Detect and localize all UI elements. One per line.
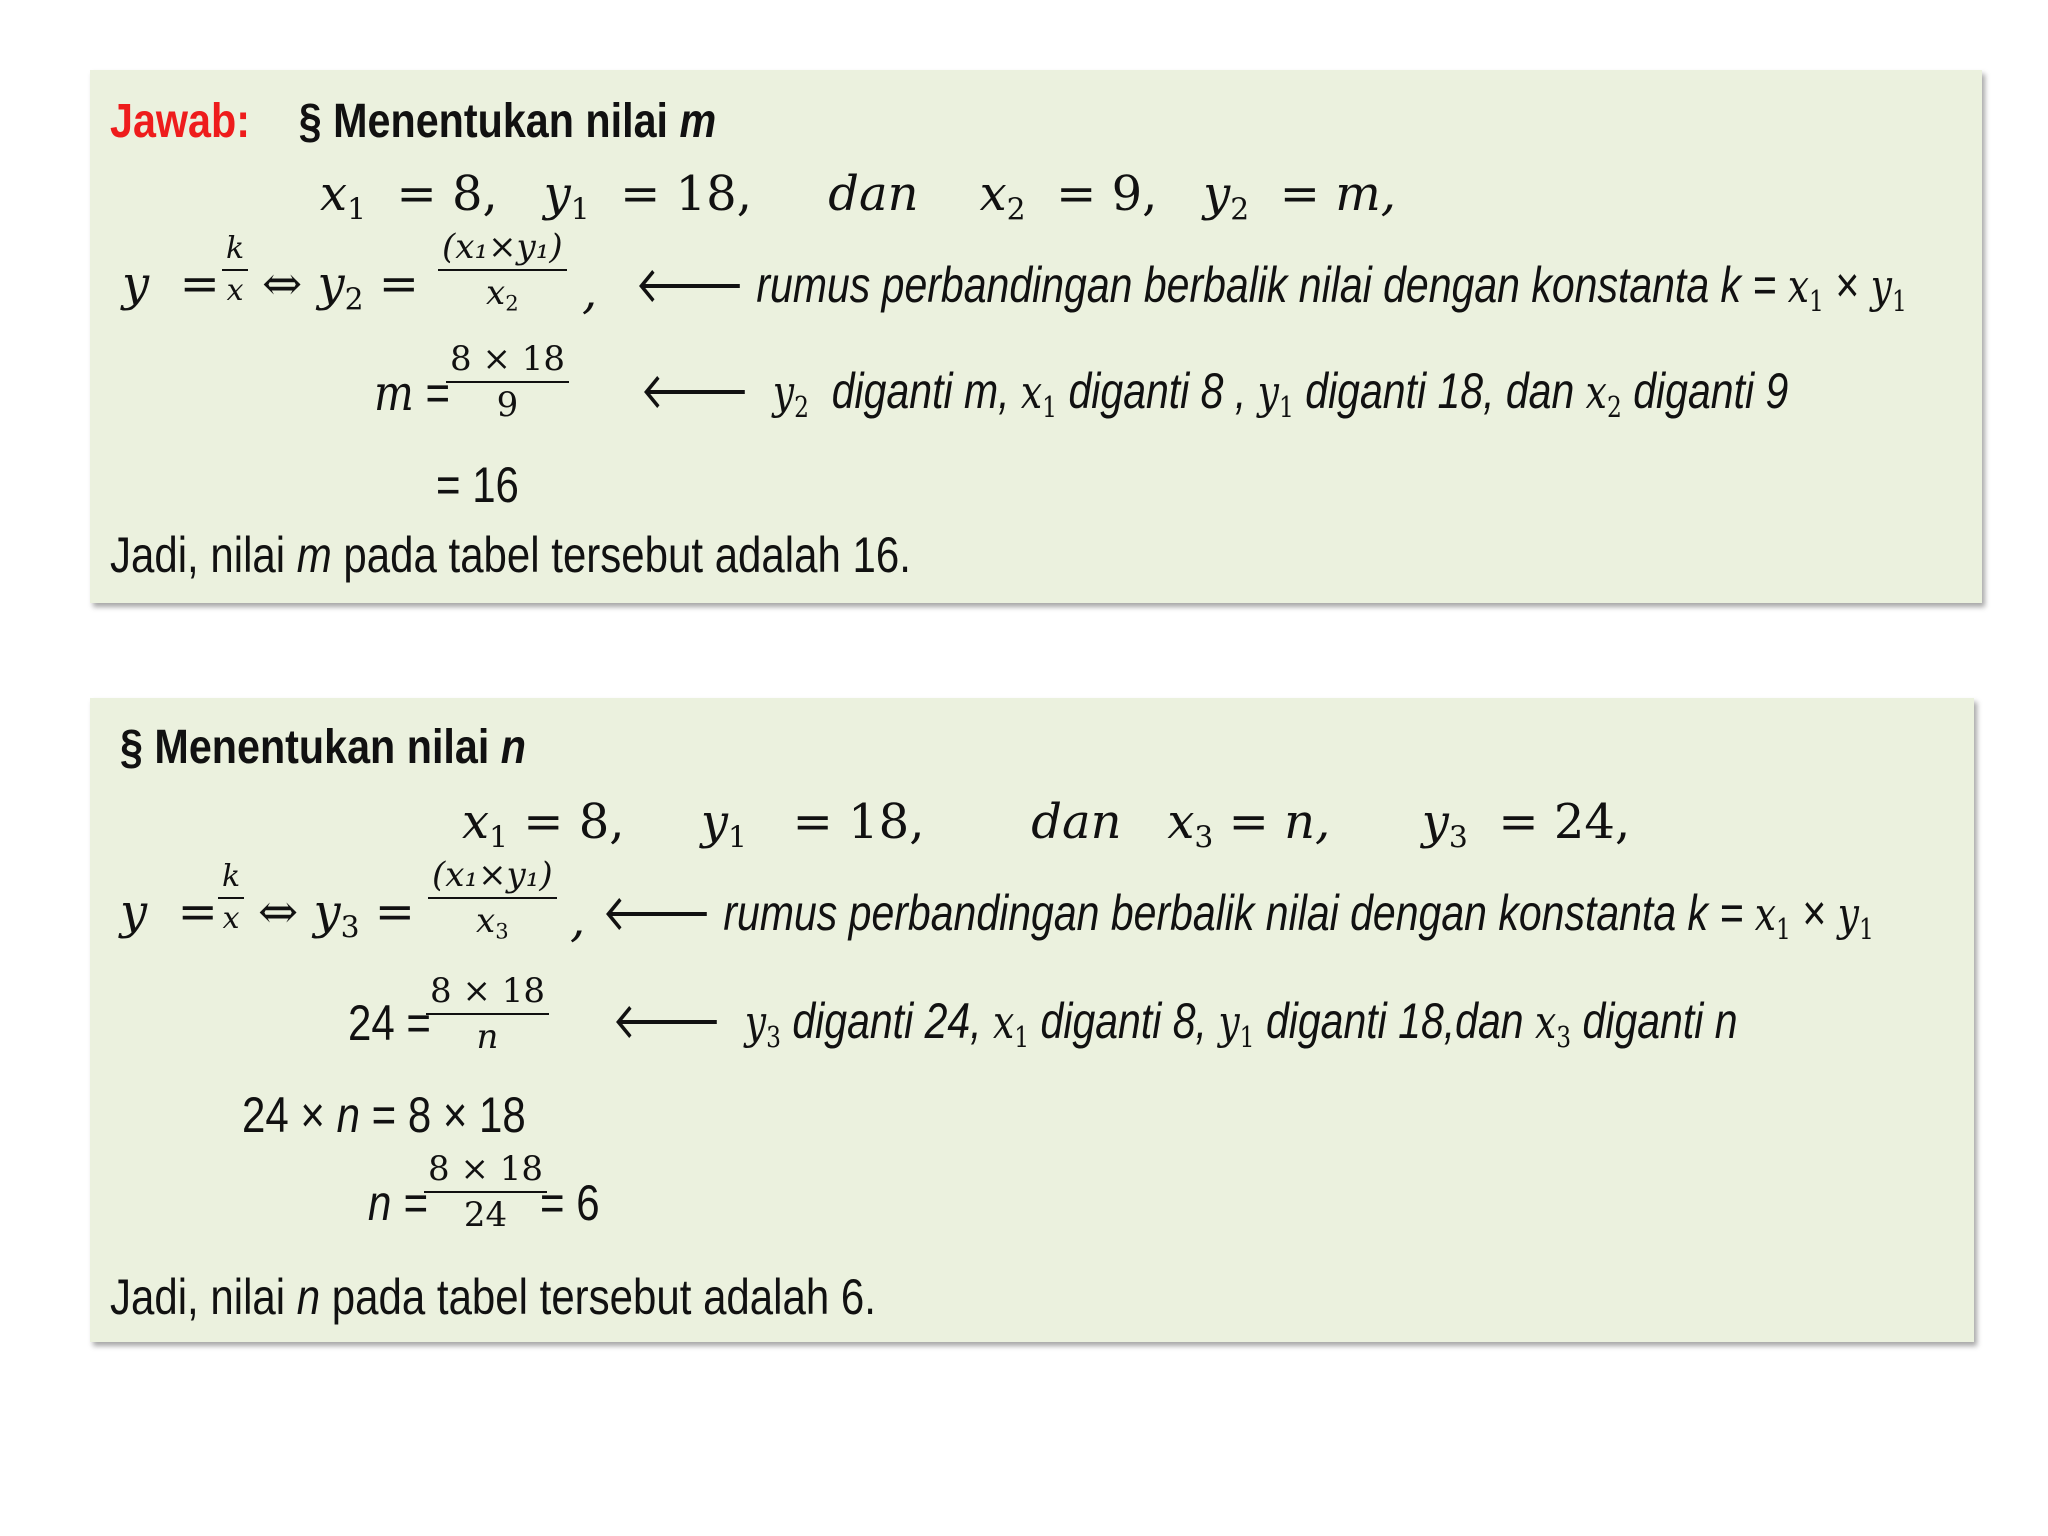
formula-note-n: 🡐 rumus perbandingan berbalik nilai dengan konstanta $k = x_1 \times y_1$ [602, 885, 1874, 947]
fraction-8x18-over-9 [446, 339, 569, 425]
formula-y-m: y = [122, 256, 220, 312]
given-x1: 8, [452, 166, 498, 222]
conclusion-m: Jadi, nilai m pada tabel tersebut adalah 16. [110, 527, 911, 583]
frac-num: k [226, 231, 245, 266]
left-arrow-icon: 🡐 [640, 363, 750, 419]
subst-note-m: 🡐 $y_2$ diganti m, $x_1$ diganti 8 , $y_1$ diganti 18, dan $x_2$ diganti 9 [640, 363, 1789, 425]
fraction-8x18-over-24 [424, 1149, 547, 1235]
equiv-symbol: ⇔ [258, 884, 299, 940]
given-x1: 8, [578, 794, 625, 850]
given-dan: dan [828, 166, 919, 222]
fraction-k-over-x-n [218, 859, 244, 936]
frac-num: k [222, 859, 241, 894]
left-arrow-icon: 🡐 [635, 257, 745, 313]
given-y1: 18, [848, 794, 925, 850]
given-values-m: $x_1 = 8$, $y_1 = 18$, dan $x_2 = 9$, $y_2 = m$, [320, 166, 1396, 228]
conclusion-n: Jadi, nilai n pada tabel tersebut adalah 6. [110, 1269, 876, 1325]
times-symbol: × [1835, 257, 1860, 313]
result-m: = 16 [436, 457, 519, 513]
given-x3: n, [1284, 794, 1331, 850]
formula-comma: , [570, 892, 586, 948]
times-symbol: × [1802, 885, 1827, 941]
left-arrow-icon: 🡐 [602, 885, 712, 941]
formula-comma: , [582, 264, 598, 320]
section-heading-n [120, 721, 527, 774]
given-y1: 18, [675, 166, 752, 222]
heading-text: § Menentukan nilai [120, 721, 501, 774]
fraction-x1y1-over-x3 [428, 855, 557, 944]
section-heading-m [110, 95, 717, 148]
panel-find-m [90, 70, 1982, 603]
step3-lhs-n: n = [368, 1175, 428, 1231]
given-dan: dan [1031, 794, 1122, 850]
frac-den: $x_2$ [486, 273, 519, 316]
fraction-k-over-x-m [222, 231, 248, 308]
equiv-y3: ⇔ $y_3$ = [258, 884, 416, 946]
subst-lhs-m: m = [374, 364, 451, 422]
note-text: rumus perbandingan berbalik nilai dengan konstanta k = [723, 885, 1755, 941]
given-x2: 9, [1111, 166, 1158, 222]
frac-num: 8 × 18 [428, 1149, 543, 1189]
frac-num: 8 × 18 [450, 339, 565, 379]
equiv-symbol: ⇔ [262, 256, 303, 312]
subst-note-n: 🡐 $y_3$ diganti 24, $x_1$ diganti 8, $y_1$ diganti 18,dan $x_3$ diganti n [612, 993, 1738, 1055]
given-y2: m, [1335, 166, 1396, 222]
heading-var: m [679, 95, 717, 148]
left-arrow-icon: 🡐 [612, 993, 722, 1049]
equiv-y2: ⇔ $y_2$ = [262, 256, 420, 318]
jawab-label: Jawab: [110, 95, 250, 148]
subst-lhs-n: 24 = [348, 995, 431, 1051]
heading-var: n [500, 721, 527, 774]
formula-note-m: 🡐 rumus perbandingan berbalik nilai dengan konstanta $k = x_1 \times y_1$ [635, 257, 1907, 319]
frac-den: 24 [463, 1195, 508, 1235]
given-y3: 24, [1553, 794, 1631, 850]
note-text: rumus perbandingan berbalik nilai dengan konstanta k = [756, 257, 1788, 313]
frac-num: (x₁×y₁) [442, 227, 563, 267]
frac-den: $x_3$ [476, 901, 509, 944]
frac-den: n [476, 1017, 499, 1057]
step2-n: 24 × n = 8 × 18 [242, 1087, 526, 1143]
result-n: = 6 [540, 1175, 600, 1231]
formula-y-n: y = [120, 884, 218, 940]
fraction-x1y1-over-x2 [438, 227, 567, 316]
frac-den: x [222, 901, 240, 936]
fraction-8x18-over-n [426, 971, 549, 1057]
frac-den: x [226, 273, 244, 308]
frac-num: (x₁×y₁) [432, 855, 553, 895]
frac-num: 8 × 18 [430, 971, 545, 1011]
heading-text: § Menentukan nilai [298, 95, 680, 148]
panel-find-n [90, 698, 1974, 1342]
given-values-n: $x_1 = 8$, $y_1 = 18$, dan $x_3 = n$, $y_3 = 24$, [462, 794, 1631, 856]
frac-den: 9 [496, 385, 519, 425]
